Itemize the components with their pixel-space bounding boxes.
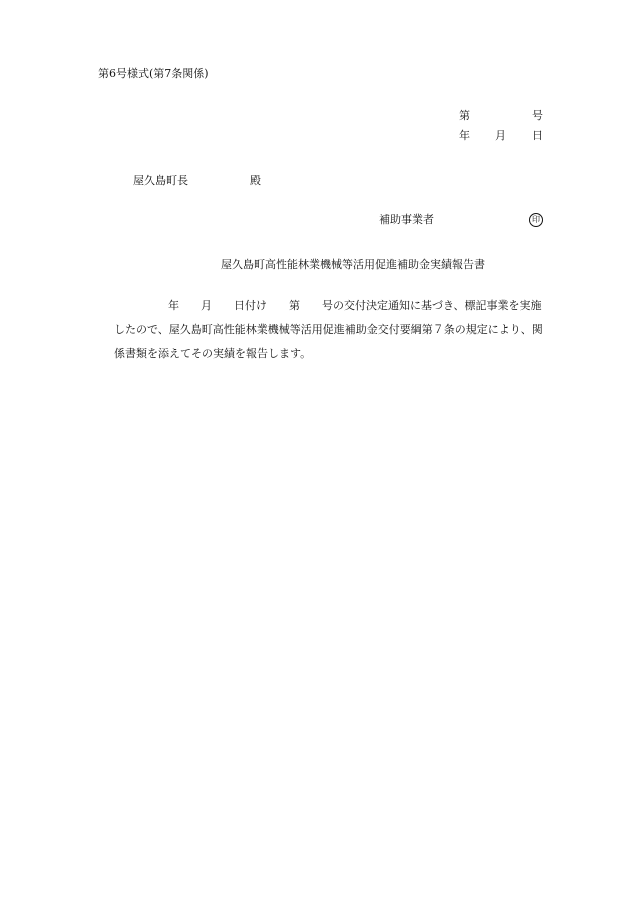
document-number-suffix: 号 — [532, 109, 543, 122]
body-line-3: 係書類を添えてその実績を報告します。 — [114, 347, 312, 360]
document-title: 屋久島町高性能林業機械等活用促進補助金実績報告書 — [221, 258, 485, 271]
body-line-1: 年 月 日付け 第 号の交付決定通知に基づき、標記事業を実施 — [168, 299, 542, 312]
addressee-name: 屋久島町長 — [133, 174, 188, 187]
document-number-prefix: 第 — [459, 109, 470, 122]
seal-icon: 印 — [529, 213, 543, 227]
form-title: 第6号様式(第7条関係) — [98, 67, 209, 80]
date-day-label: 日 — [532, 129, 543, 142]
applicant-label: 補助事業者 — [379, 213, 434, 226]
date-year-label: 年 — [459, 129, 470, 142]
date-month-label: 月 — [495, 129, 506, 142]
addressee-honorific: 殿 — [250, 174, 261, 187]
body-line-2: したので、屋久島町高性能林業機械等活用促進補助金交付要綱第７条の規定により、関 — [114, 323, 543, 336]
body-paragraph — [114, 294, 548, 366]
